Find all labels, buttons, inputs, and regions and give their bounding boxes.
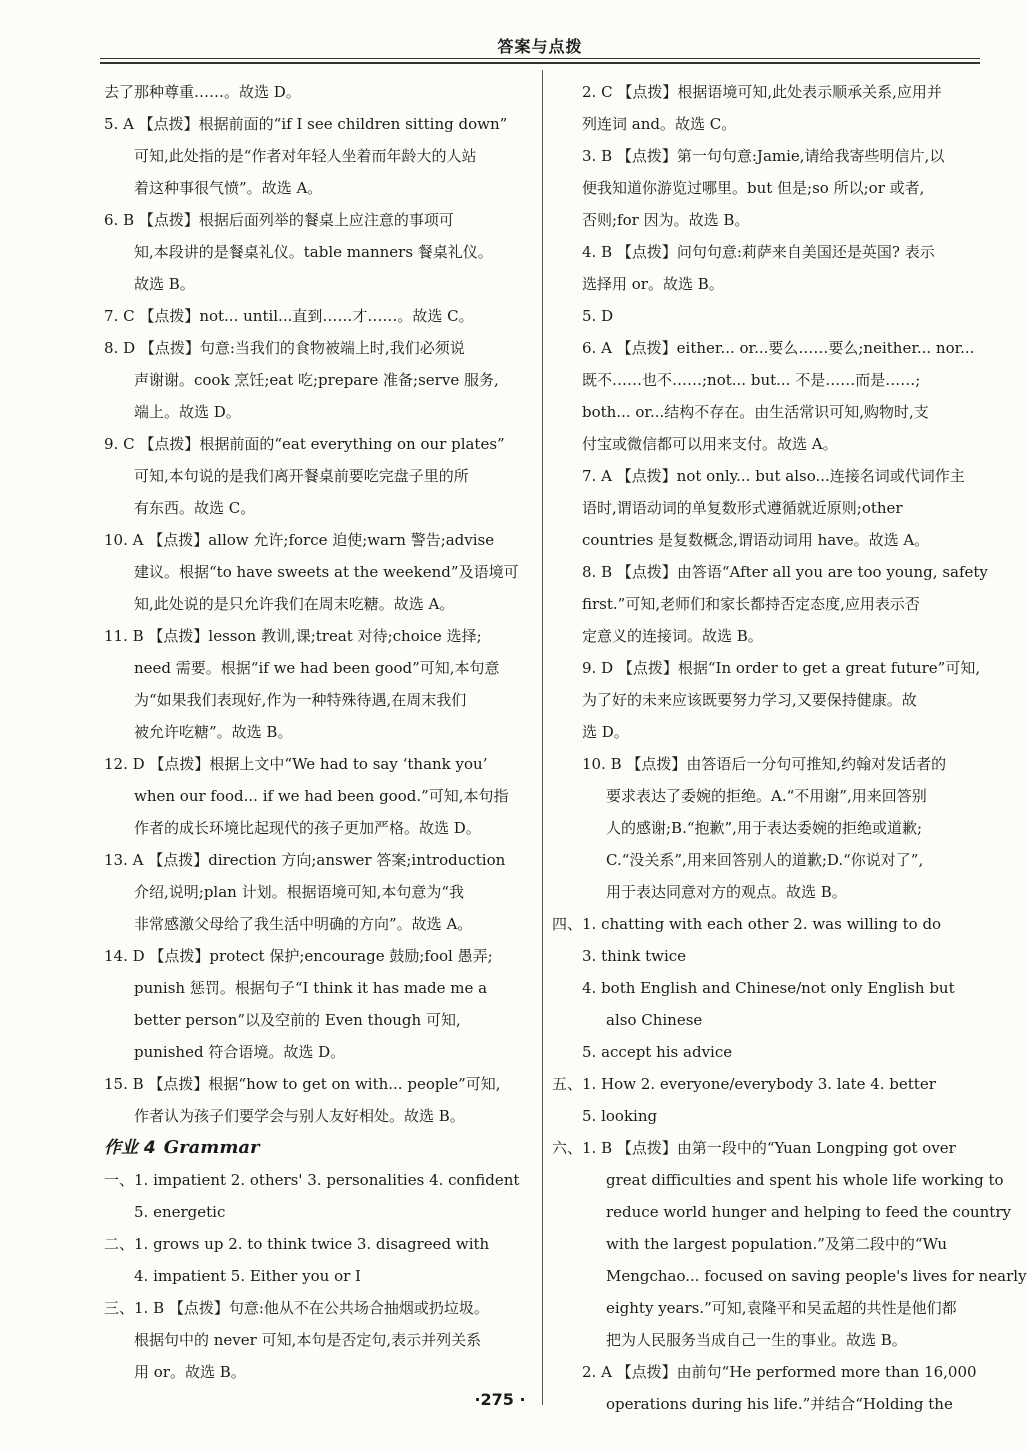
header-rule	[100, 58, 980, 59]
answer-8: 8. D 【点拨】句意:当我们的食物被端上时,我们必须说	[104, 339, 465, 357]
text-line: 选 D。	[582, 723, 629, 741]
text-line: 语时,谓语动词的单复数形式遵循就近原则;other	[582, 499, 903, 517]
answer-3-4: 4. B 【点拨】问句句意:莉萨来自美国还是英国? 表示	[582, 243, 935, 261]
answer-3-8: 8. B 【点拨】由答语“After all you are too young, safety	[582, 563, 988, 581]
text-line: 可知,本句说的是我们离开餐桌前要吃完盘子里的所	[134, 467, 469, 485]
text-line: 有东西。故选 C。	[134, 499, 256, 517]
text-line: 用 or。故选 B。	[134, 1363, 246, 1381]
text-line: 付宝或微信都可以用来支付。故选 A。	[582, 435, 838, 453]
answer-11: 11. B 【点拨】lesson 教训,课;treat 对待;choice 选择;	[104, 627, 482, 645]
text-line: 着这种事很气愤”。故选 A。	[134, 179, 323, 197]
answer-15: 15. B 【点拨】根据“how to get on with... people”可知,	[104, 1075, 501, 1093]
text-line: 4. impatient 5. Either you or I	[134, 1267, 361, 1285]
section-label: 作业 4	[104, 1138, 156, 1158]
part-3-answer-1: 三、1. B 【点拨】句意:他从不在公共场合抽烟或扔垃圾。	[104, 1299, 489, 1317]
text-line: 用于表达同意对方的观点。故选 B。	[606, 883, 847, 901]
text-line: 列连词 and。故选 C。	[582, 115, 737, 133]
text-line: C.“没关系”,用来回答别人的道歉;D.“你说对了”,	[606, 851, 924, 869]
section-heading	[104, 1132, 528, 1164]
text-line: 根据句中的 never 可知,本句是否定句,表示并列关系	[134, 1331, 482, 1349]
answer-13: 13. A 【点拨】direction 方向;answer 答案;introduction	[104, 851, 506, 869]
text-line: 知,本段讲的是餐桌礼仪。table manners 餐桌礼仪。	[134, 243, 493, 261]
text-line: 人的感谢;B.“抱歉”,用于表达委婉的拒绝或道歉;	[606, 819, 923, 837]
left-column	[104, 76, 528, 1388]
text-line: 可知,此处指的是“作者对年轻人坐着而年龄大的人站	[134, 147, 477, 165]
text-line: 作者认为孩子们要学会与别人友好相处。故选 B。	[134, 1107, 465, 1125]
text-line: 为了好的未来应该既要努力学习,又要保持健康。故	[582, 691, 917, 709]
text-line: 3. think twice	[582, 947, 687, 965]
text-line: also Chinese	[606, 1011, 703, 1029]
text-line: 介绍,说明;plan 计划。根据语境可知,本句意为“我	[134, 883, 465, 901]
text-line: operations during his life.”并结合“Holding the	[606, 1395, 953, 1413]
text-line: Mengchao... focused on saving people's lives for nearly	[606, 1267, 1027, 1285]
text-line: better person”以及空前的 Even though 可知,	[134, 1011, 461, 1029]
text-line: both... or...结构不存在。由生活常识可知,购物时,支	[582, 403, 929, 421]
answer-3-3: 3. B 【点拨】第一句句意:Jamie,请给我寄些明信片,以	[582, 147, 945, 165]
text-line: 5. looking	[582, 1107, 658, 1125]
answer-5: 5. A 【点拨】根据前面的“if I see children sitting down”	[104, 115, 508, 133]
text-line: 否则;for 因为。故选 B。	[582, 211, 750, 229]
answer-3-10: 10. B 【点拨】由答语后一分句可推知,约翰对发话者的	[582, 755, 947, 773]
answer-3-6: 6. A 【点拨】either... or...要么……要么;neither... nor...	[582, 339, 975, 357]
text-line: with the largest population.”及第二段中的“Wu	[606, 1235, 948, 1253]
text-line: 故选 B。	[134, 275, 195, 293]
part-2-answers: 二、1. grows up 2. to think twice 3. disagreed with	[104, 1235, 490, 1253]
text-line: 定意义的连接词。故选 B。	[582, 627, 763, 645]
page-header-title: 答案与点拨	[497, 37, 583, 56]
text-line: 4. both English and Chinese/not only English but	[582, 979, 955, 997]
text-line: 把为人民服务当成自己一生的事业。故选 B。	[606, 1331, 907, 1349]
text-line: 非常感激父母给了我生活中明确的方向”。故选 A。	[134, 915, 473, 933]
text-line: 知,此处说的是只允许我们在周末吃糖。故选 A。	[134, 595, 455, 613]
text-line: 便我知道你游览过哪里。but 但是;so 所以;or 或者,	[582, 179, 925, 197]
text-line: great difficulties and spent his whole life working to	[606, 1171, 1004, 1189]
header-rule-thick	[100, 62, 980, 64]
text-line: 作者的成长环境比起现代的孩子更加严格。故选 D。	[134, 819, 481, 837]
answer-6: 6. B 【点拨】根据后面列举的餐桌上应注意的事项可	[104, 211, 454, 229]
answer-3-2: 2. C 【点拨】根据语境可知,此处表示顺承关系,应用并	[582, 83, 942, 101]
text-line: 被允许吃糖”。故选 B。	[134, 723, 293, 741]
text-line: 声谢谢。cook 烹饪;eat 吃;prepare 准备;serve 服务,	[134, 371, 499, 389]
text-line: punish 惩罚。根据句子“I think it has made me a	[134, 979, 488, 997]
text-line: reduce world hunger and helping to feed the country	[606, 1203, 1011, 1221]
text-line: when our food... if we had been good.”可知,本句指	[134, 787, 509, 805]
text-line: 端上。故选 D。	[134, 403, 241, 421]
part-6-answer-2: 2. A 【点拨】由前句“He performed more than 16,000	[582, 1363, 977, 1381]
answer-7: 7. C 【点拨】not... until...直到……才……。故选 C。	[104, 307, 474, 325]
text-line: countries 是复数概念,谓语动词用 have。故选 A。	[582, 531, 930, 549]
section-title: Grammar	[163, 1137, 260, 1158]
right-column	[552, 76, 1027, 1420]
text-line: 既不……也不……;not... but... 不是……而是……;	[582, 371, 921, 389]
answer-12: 12. D 【点拨】根据上文中“We had to say ‘thank you’	[104, 755, 488, 773]
part-6-answer-1: 六、1. B 【点拨】由第一段中的“Yuan Longping got over	[552, 1139, 956, 1157]
part-4-answers: 四、1. chatting with each other 2. was willing to do	[552, 915, 942, 933]
answer-14: 14. D 【点拨】protect 保护;encourage 鼓励;fool 愚弄;	[104, 947, 493, 965]
part-5-answers: 五、1. How 2. everyone/everybody 3. late 4. better	[552, 1075, 936, 1093]
text-line: 5. energetic	[134, 1203, 226, 1221]
page-number: ·275 ·	[474, 1390, 526, 1409]
text-line: eighty years.”可知,袁隆平和吴孟超的共性是他们都	[606, 1299, 957, 1317]
answer-9: 9. C 【点拨】根据前面的“eat everything on our plates”	[104, 435, 505, 453]
text-line: 要求表达了委婉的拒绝。A.“不用谢”,用来回答别	[606, 787, 927, 805]
part-1-answers: 一、1. impatient 2. others' 3. personalities 4. confident	[104, 1171, 520, 1189]
text-line: 为“如果我们表现好,作为一种特殊待遇,在周末我们	[134, 691, 467, 709]
text-line: 建议。根据“to have sweets at the weekend”及语境可	[134, 563, 519, 581]
answer-3-7: 7. A 【点拨】not only... but also...连接名词或代词作主	[582, 467, 965, 485]
text-line: need 需要。根据“if we had been good”可知,本句意	[134, 659, 500, 677]
answer-3-5: 5. D	[582, 307, 614, 325]
text-line: 5. accept his advice	[582, 1043, 733, 1061]
text-line: punished 符合语境。故选 D。	[134, 1043, 346, 1061]
text-line: 去了那种尊重……。故选 D。	[104, 83, 301, 101]
answer-3-9: 9. D 【点拨】根据“In order to get a great future”可知,	[582, 659, 981, 677]
column-divider	[542, 70, 543, 1405]
text-line: first.”可知,老师们和家长都持否定态度,应用表示否	[582, 595, 920, 613]
text-line: 选择用 or。故选 B。	[582, 275, 724, 293]
answer-10: 10. A 【点拨】allow 允许;force 迫使;warn 警告;advise	[104, 531, 495, 549]
